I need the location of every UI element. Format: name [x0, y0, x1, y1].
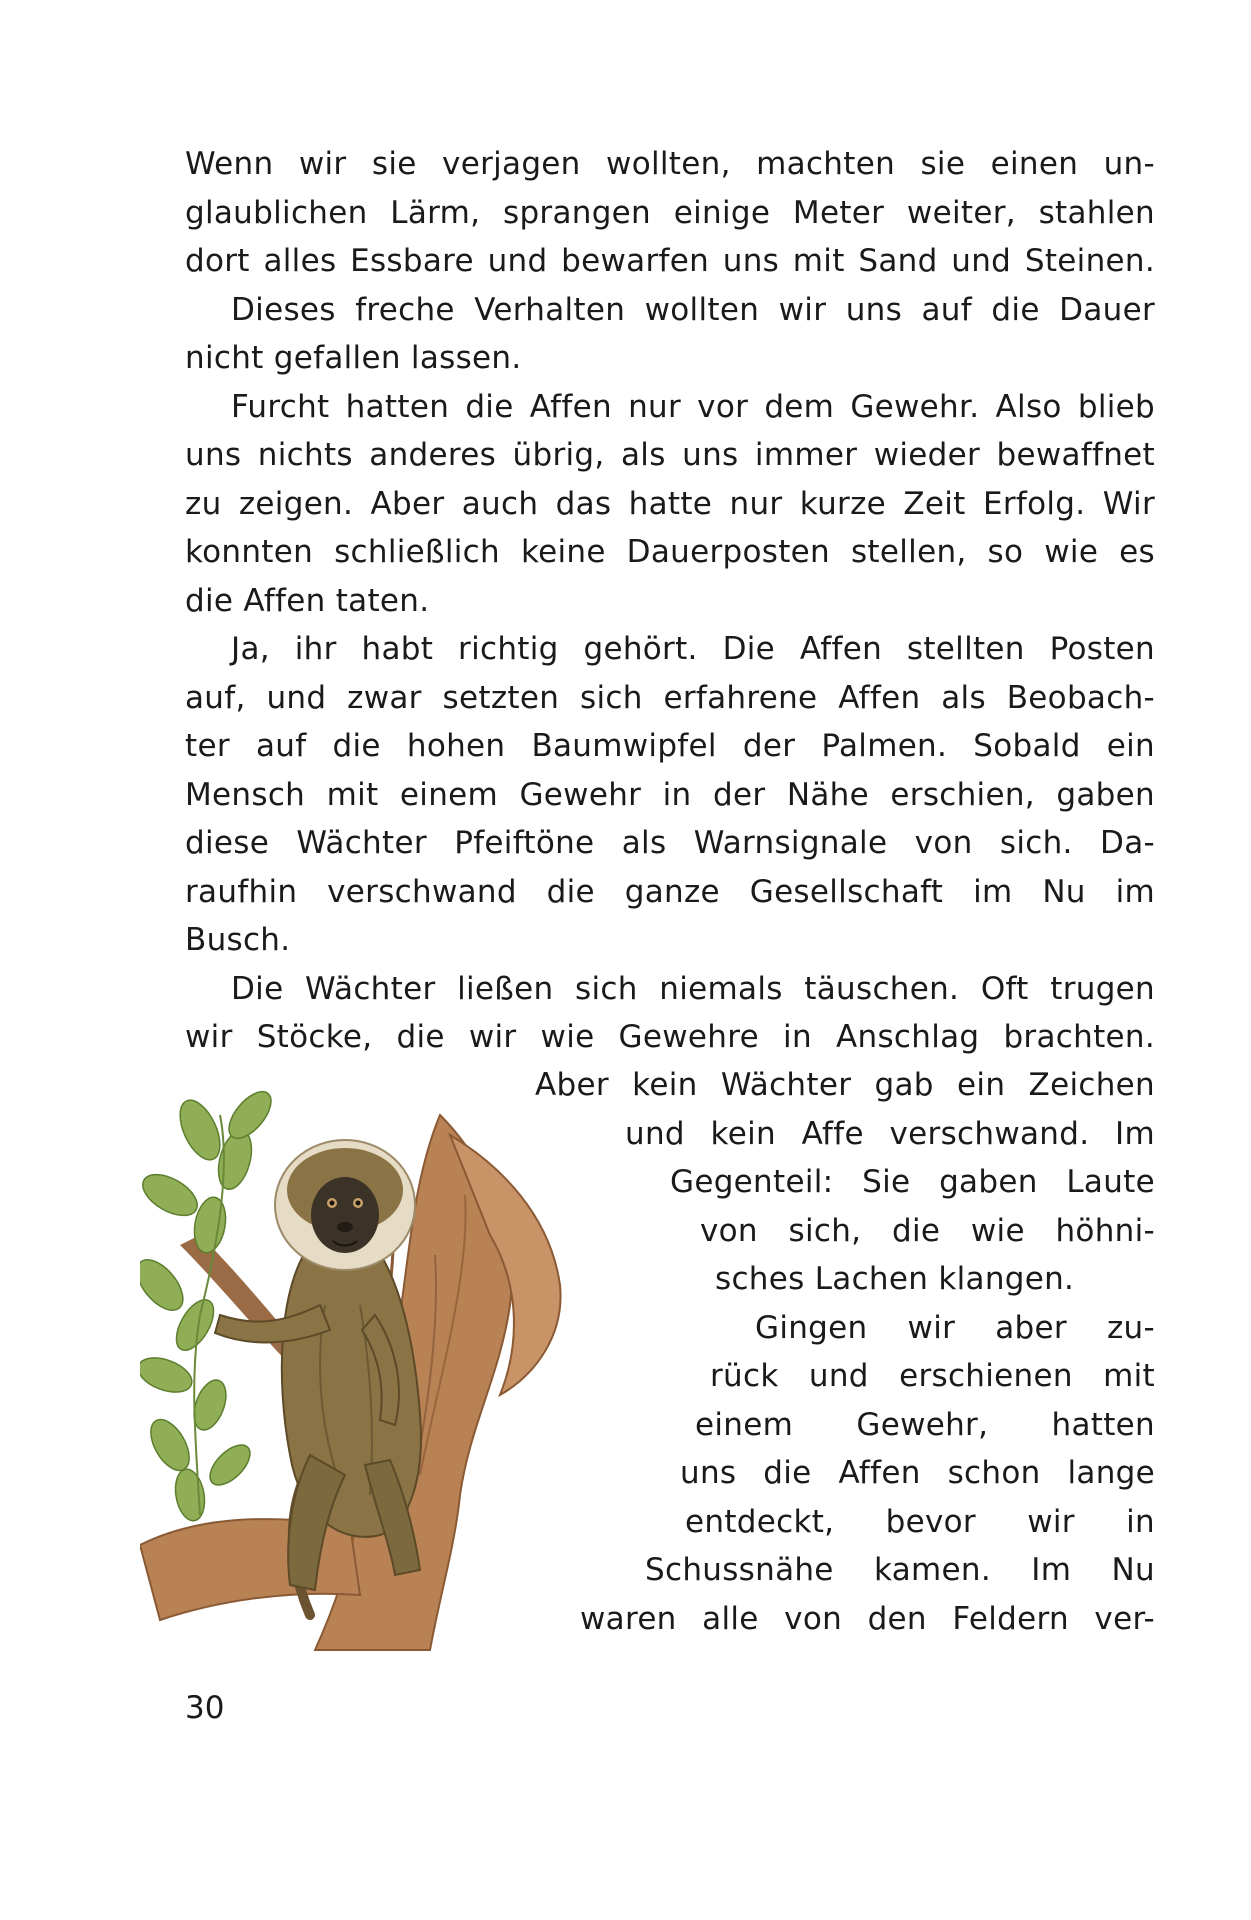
text-line: glaublichen Lärm, sprangen einige Meter weiter, stahlen	[185, 194, 1155, 231]
text-line: die Affen taten.	[185, 582, 430, 619]
page-number: 30	[185, 1690, 225, 1726]
wrap-text-line: entdeckt, bevor wir in	[685, 1503, 1155, 1540]
monkey-in-tree-illustration	[140, 1075, 680, 1655]
text-line: zu zeigen. Aber auch das hatte nur kurze Zeit Erfolg. Wir	[185, 485, 1155, 522]
wrap-text-line: einem Gewehr, hatten	[695, 1406, 1155, 1443]
text-line: Die Wächter ließen sich niemals täuschen. Oft trugen	[231, 970, 1155, 1007]
wrap-text-line: Aber kein Wächter gab ein Zeichen	[535, 1067, 1155, 1103]
text-line: konnten schließlich keine Dauerposten stellen, so wie es	[185, 534, 1155, 570]
wrap-text-line: waren alle von den Feldern ver-	[580, 1600, 1155, 1637]
text-line: diese Wächter Pfeiftöne als Warnsignale von sich. Da-	[185, 825, 1155, 861]
wrap-text-line: uns die Affen schon lange	[680, 1455, 1155, 1491]
text-line: Dieses freche Verhalten wollten wir uns auf die Dauer	[231, 291, 1155, 328]
text-line: raufhin verschwand die ganze Gesellschaft im Nu im	[185, 873, 1155, 910]
wrap-text-line: und kein Affe verschwand. Im	[625, 1115, 1155, 1152]
text-line: Wenn wir sie verjagen wollten, machten sie einen un-	[185, 146, 1155, 182]
text-line: uns nichts anderes übrig, als uns immer wieder bewaffnet	[185, 437, 1155, 473]
wrap-text-line: Gingen wir aber zu-	[755, 1309, 1155, 1346]
text-line: Ja, ihr habt richtig gehört. Die Affen stellten Posten	[231, 631, 1155, 667]
text-line: Mensch mit einem Gewehr in der Nähe erschien, gaben	[185, 776, 1155, 813]
text-line: nicht gefallen lassen.	[185, 340, 522, 376]
text-line: wir Stöcke, die wir wie Gewehre in Anschlag brachten.	[185, 1019, 1155, 1055]
text-line: Furcht hatten die Affen nur vor dem Gewehr. Also blieb	[231, 388, 1155, 425]
wrap-text-line: sches Lachen klangen.	[715, 1261, 1075, 1297]
wrap-text-line: Gegenteil: Sie gaben Laute	[670, 1164, 1155, 1200]
wrap-text-line: von sich, die wie höhni-	[700, 1212, 1155, 1249]
text-line: ter auf die hohen Baumwipfel der Palmen. Sobald ein	[185, 728, 1155, 764]
text-line: Busch.	[185, 922, 291, 958]
text-line: auf, und zwar setzten sich erfahrene Affen als Beobach-	[185, 679, 1155, 716]
text-line: dort alles Essbare und bewarfen uns mit Sand und Steinen.	[185, 243, 1155, 279]
wrap-text-line: rück und erschienen mit	[710, 1358, 1155, 1394]
main-text-block	[185, 140, 1155, 1062]
wrap-text-line: Schussnähe kamen. Im Nu	[645, 1552, 1155, 1588]
